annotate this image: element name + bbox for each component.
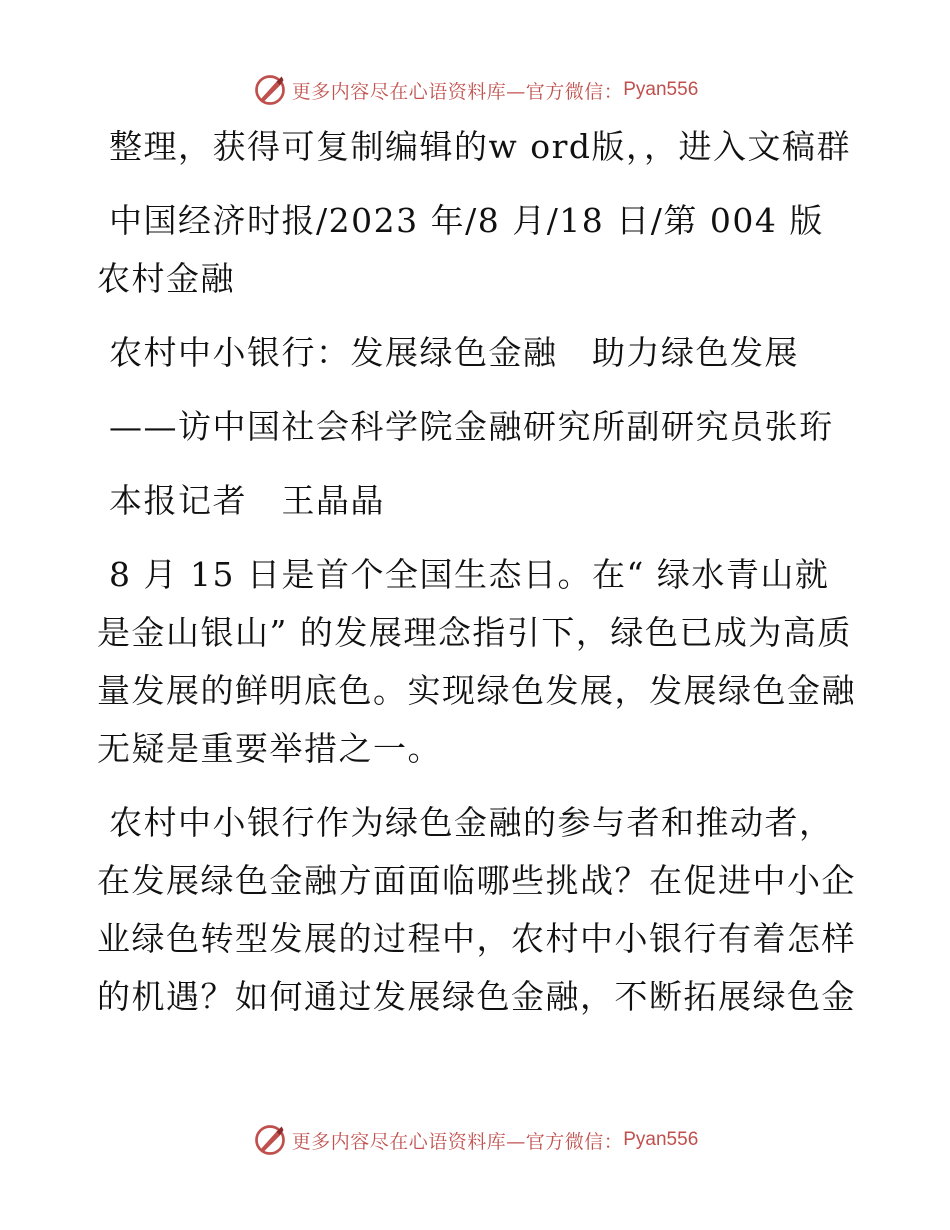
- article-body: [97, 118, 857, 1042]
- header-banner: [0, 70, 950, 110]
- brush-logo-icon: [252, 1122, 288, 1158]
- article-byline: 本报记者 王晶晶: [97, 481, 385, 520]
- header-banner-text: 更多内容尽在心语资料库—官方微信：: [291, 80, 624, 103]
- footer-wechat-id: Pyan556: [623, 1129, 699, 1150]
- article-title: 农村中小银行：发展绿色金融 助力绿色发展: [97, 333, 799, 372]
- paragraph-source: 中国经济时报/2023 年/8 月/18 日/第 004 版农村金融: [97, 201, 824, 298]
- paragraph-body-2: 农村中小银行作为绿色金融的参与者和推动者，在发展绿色金融方面面临哪些挑战？在促进中小企业绿色转型发展的过程中，农村中小银行有着怎样的机遇？如何通过发展绿色金融，不断拓展绿色金: [97, 803, 856, 1016]
- paragraph-note: 整理，获得可复制编辑的w ord版，，进入文稿群: [97, 127, 852, 166]
- footer-banner-text: 更多内容尽在心语资料库—官方微信：: [291, 1130, 624, 1153]
- article-subtitle: ——访中国社会科学院金融研究所副研究员张珩: [97, 407, 834, 446]
- header-wechat-id: Pyan556: [623, 79, 699, 100]
- footer-banner: [0, 1120, 950, 1160]
- brush-logo-icon: [252, 72, 288, 108]
- paragraph-body-1: 8 月 15 日是首个全国生态日。在“ 绿水青山就是金山银山” 的发展理念指引下，绿色已成为高质量发展的鲜明底色。实现绿色发展，发展绿色金融无疑是重要举措之一。: [97, 555, 856, 768]
